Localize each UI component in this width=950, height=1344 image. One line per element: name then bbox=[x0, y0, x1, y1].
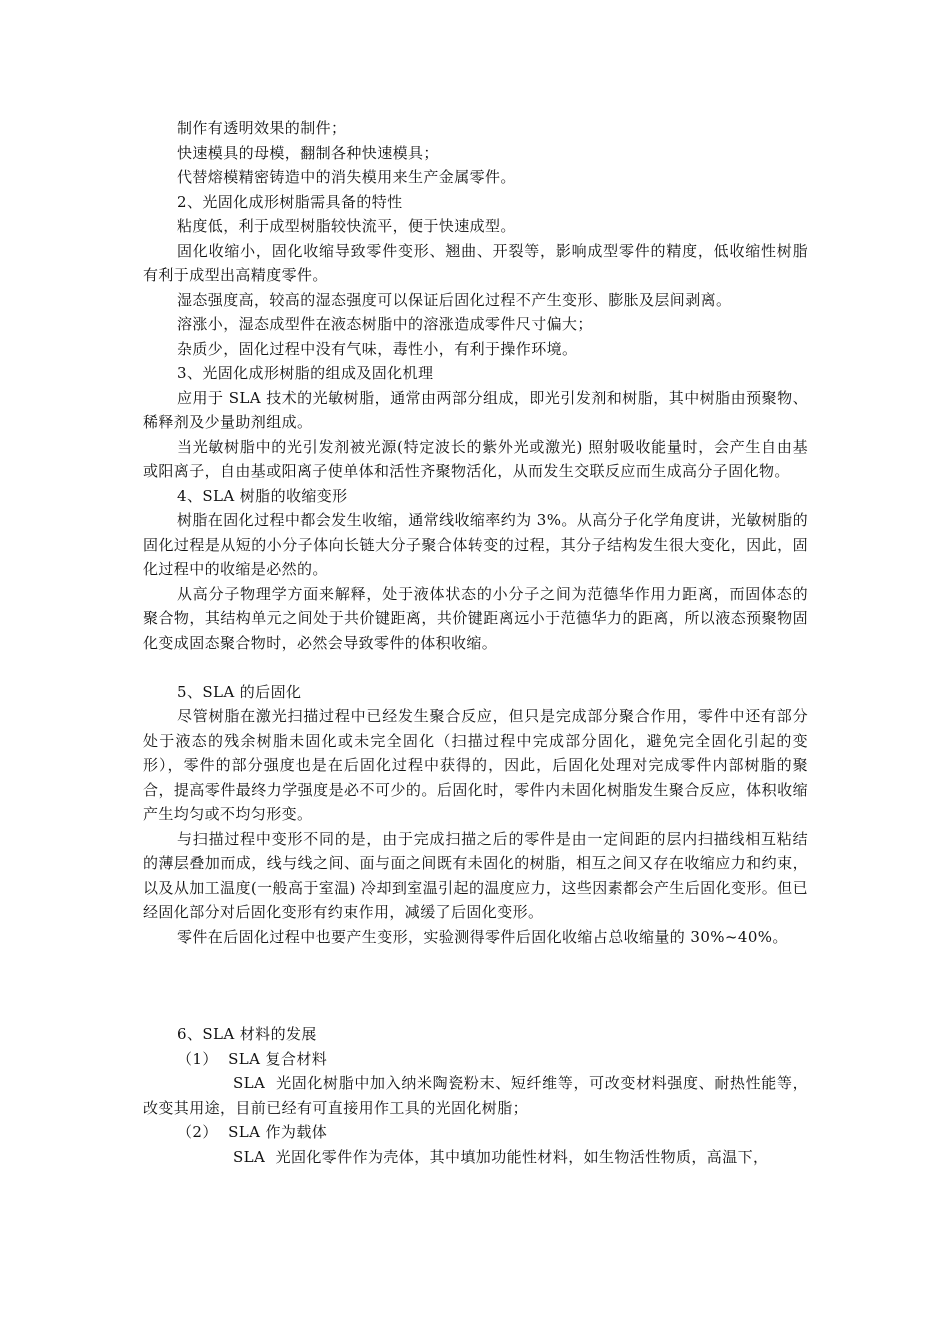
subsection-heading: （1） SLA 复合材料 bbox=[177, 1049, 328, 1068]
section-heading: 2、光固化成形树脂需具备的特性 bbox=[177, 192, 403, 211]
paragraph: 杂质少，固化过程中没有气味，毒性小，有利于操作环境。 bbox=[177, 339, 578, 358]
section-heading: 3、光固化成形树脂的组成及固化机理 bbox=[177, 364, 434, 382]
paragraph: 从高分子物理学方面来解释，处于液体状态的小分子之间为范德华作用力距离，而固体态的聚合物，其结构单元之间处于共价键距离，共价键距离远小于范德华力的距离，所以液态预聚物固化变成固态聚合物时，必然会导致零件的体积收缩。 bbox=[143, 584, 808, 652]
blank-lines bbox=[143, 949, 808, 1022]
paragraph: 制作有透明效果的制件； bbox=[177, 119, 347, 137]
section-heading: 4、SLA 树脂的收缩变形 bbox=[177, 486, 348, 505]
section-heading: 6、SLA 材料的发展 bbox=[177, 1025, 317, 1043]
paragraph: 树脂在固化过程中都会发生收缩，通常线收缩率约为 3%。从高分子化学角度讲，光敏树脂的固化过程是从短的小分子体向长链大分子聚合体转变的过程，其分子结构发生很大变化，因此，固化过程中的收缩是必然的。 bbox=[143, 511, 808, 578]
paragraph: SLA 光固化零件作为壳体，其中填加功能性材料，如生物活性物质，高温下， bbox=[233, 1147, 769, 1166]
paragraph: 与扫描过程中变形不同的是，由于完成扫描之后的零件是由一定间距的层内扫描线相互粘结的薄层叠加而成，线与线之间、面与面之间既有未固化的树脂，相互之间又存在收缩应力和约束，以及从加工温度(一般高于室温) 冷却到室温引起的温度应力，这些因素都会产生后固化变形。但已经固化部分对后固化变形有约束作用，减缓了后固化变形。 bbox=[143, 829, 808, 921]
paragraph: 粘度低，利于成型树脂较快流平，便于快速成型。 bbox=[177, 217, 516, 235]
blank-line bbox=[143, 655, 808, 680]
paragraph: 湿态强度高，较高的湿态强度可以保证后固化过程不产生变形、膨胀及层间剥离。 bbox=[177, 290, 732, 309]
paragraph: SLA 光固化树脂中加入纳米陶瓷粉末、短纤维等，可改变材料强度、耐热性能等，改变其用途，目前已经有可直接用作工具的光固化树脂； bbox=[143, 1074, 808, 1117]
section-heading: 5、SLA 的后固化 bbox=[177, 682, 302, 701]
paragraph: 溶涨小，湿态成型件在液态树脂中的溶涨造成零件尺寸偏大； bbox=[177, 315, 593, 333]
paragraph: 应用于 SLA 技术的光敏树脂，通常由两部分组成，即光引发剂和树脂，其中树脂由预聚物、稀释剂及少量助剂组成。 bbox=[143, 388, 808, 431]
paragraph: 当光敏树脂中的光引发剂被光源(特定波长的紫外光或激光) 照射吸收能量时，会产生自由基或阳离子，自由基或阳离子使单体和活性齐聚物活化，从而发生交联反应而生成高分子固化物。 bbox=[143, 437, 808, 480]
subsection-heading: （2） SLA 作为载体 bbox=[177, 1123, 328, 1141]
paragraph: 固化收缩小，固化收缩导致零件变形、翘曲、开裂等，影响成型零件的精度，低收缩性树脂有利于成型出高精度零件。 bbox=[143, 241, 808, 284]
paragraph: 快速模具的母模，翻制各种快速模具； bbox=[177, 143, 439, 162]
paragraph: 零件在后固化过程中也要产生变形，实验测得零件后固化收缩占总收缩量的 30%~40%。 bbox=[177, 927, 788, 946]
paragraph: 代替熔模精密铸造中的消失模用来生产金属零件。 bbox=[177, 168, 516, 186]
paragraph: 尽管树脂在激光扫描过程中已经发生聚合反应，但只是完成部分聚合作用，零件中还有部分处于液态的残余树脂未固化或未完全固化（扫描过程中完成部分固化，避免完全固化引起的变形），零件的部分强度也是在后固化过程中获得的，因此，后固化处理对完成零件内部树脂的聚合，提高零件最终力学强度是必不可少的。后固化时，零件内未固化树脂发生聚合反应，体积收缩产生均匀或不均匀形变。 bbox=[143, 707, 808, 823]
document-body bbox=[143, 116, 808, 1169]
